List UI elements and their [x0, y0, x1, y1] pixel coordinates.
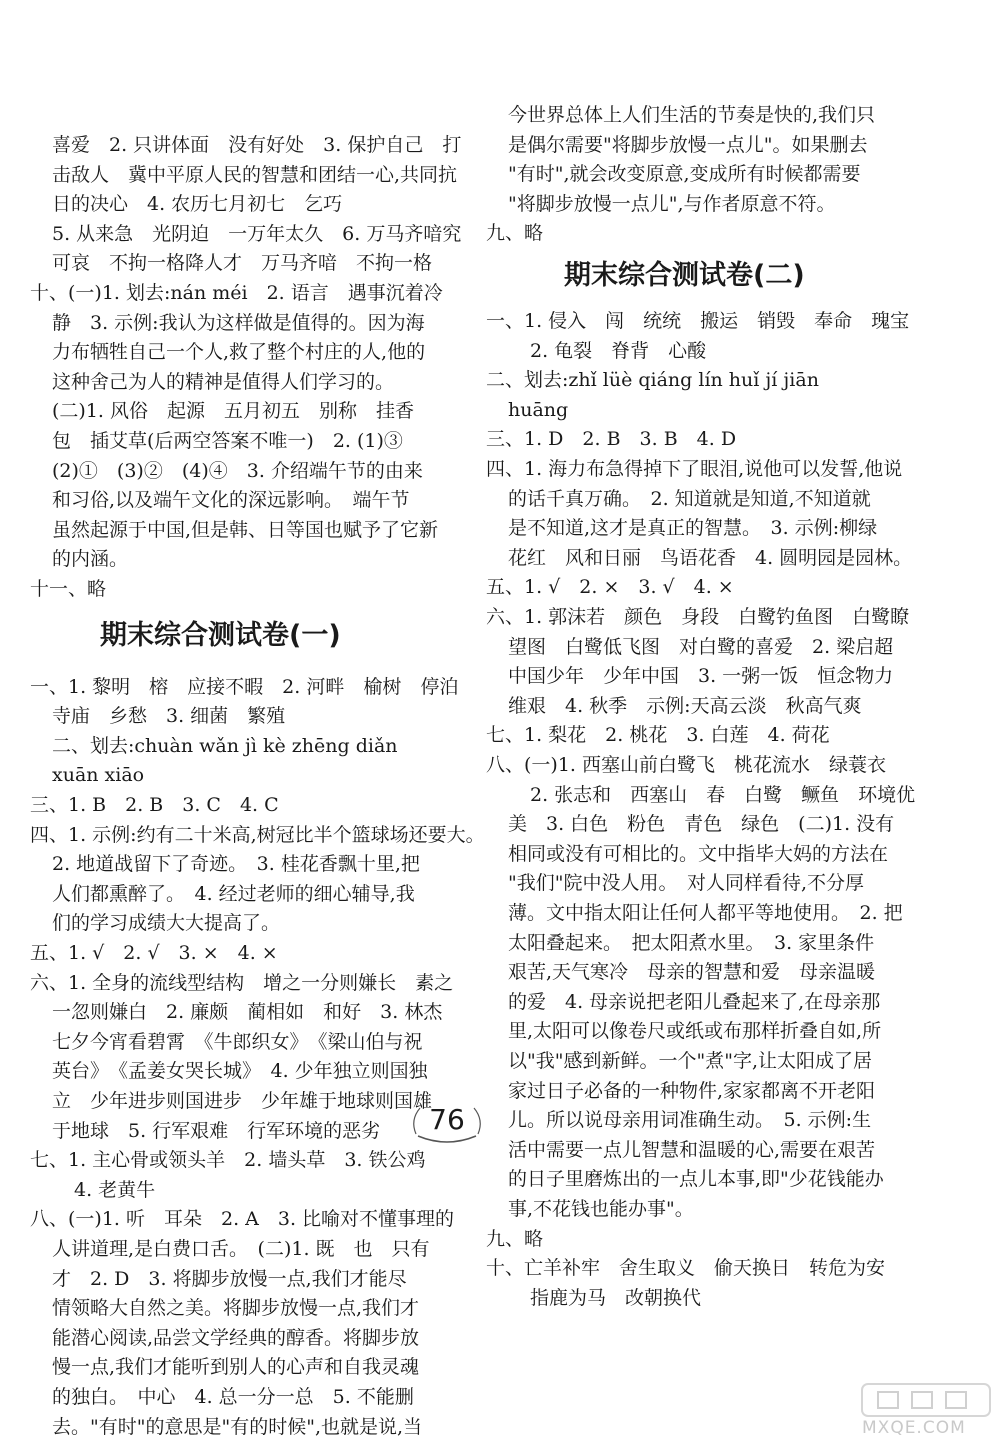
text-line: 二、划去:zhǐ lüè qiáng lín huǐ jí jiān [486, 369, 819, 392]
text-line: 一、1. 侵入 闯 统统 搬运 销毁 奉命 瑰宝 [486, 310, 910, 332]
text-line: 一忽则嫌白 2. 廉颇 蔺相如 和好 3. 林杰 [52, 1001, 443, 1024]
text-line: (二)1. 风俗 起源 五月初五 别称 挂香 [52, 400, 414, 423]
text-line: 里,太阳可以像卷尺或纸或布那样折叠自如,所 [508, 1020, 882, 1043]
text-line: 四、1. 示例:约有二十米高,树冠比半个篮球场还要大。 [30, 823, 485, 846]
text-line: 2. 地道战留下了奇迹。 3. 桂花香飘十里,把 [52, 853, 420, 876]
text-line: "我们"院中没人用。 对人同样看待,不分厚 [508, 872, 865, 895]
text-line: 英台》 《孟姜女哭长城》 4. 少年独立则国独 [52, 1060, 428, 1083]
text-line: 相同或没有可相比的。文中指毕大妈的方法在 [508, 842, 889, 865]
text-line: 五、1. √ 2. × 3. √ 4. × [486, 576, 734, 599]
text-line: "有时",就会改变原意,变成所有时候都需要 [508, 163, 861, 186]
text-line: 三、1. B 2. B 3. C 4. C [30, 794, 279, 816]
text-line: 今世界总体上人们生活的节奏是快的,我们只 [508, 104, 876, 126]
text-line: 五、1. √ 2. √ 3. × 4. × [30, 942, 278, 964]
text-line: 十、(一)1. 划去:nán méi 2. 语言 遇事沉着冷 [30, 282, 443, 304]
text-line: 薄。文中指太阳让任何人都平等地使用。 2. 把 [508, 902, 903, 924]
text-line: 静 3. 示例:我认为这样做是值得的。因为海 [52, 311, 425, 334]
text-line: 2. 龟裂 脊背 心酸 [530, 339, 707, 362]
text-line: huāng [508, 398, 569, 421]
text-line: 十一、略 [30, 578, 107, 600]
text-line: 太阳叠起来。 把太阳煮水里。 3. 家里条件 [508, 931, 875, 954]
text-line: 情领略大自然之美。将脚步放慢一点,我们才 [52, 1297, 420, 1320]
text-line: 四、1. 海力布急得掉下了眼泪,说他可以发誓,他说 [486, 458, 903, 480]
text-line: 是不知道,这才是真正的智慧。 3. 示例:柳绿 [508, 517, 878, 540]
text-line: 2. 张志和 西塞山 春 白鹭 鳜鱼 环境优 [530, 783, 916, 806]
text-line: (2)① (3)② (4)④ 3. 介绍端午节的由来 [52, 459, 423, 482]
text-line: 4. 老黄牛 [74, 1178, 156, 1201]
text-line: 二、划去:chuàn wǎn jì kè zhēng diǎn [52, 734, 398, 757]
text-line: 七、1. 主心骨或领头羊 2. 墙头草 3. 铁公鸡 [30, 1149, 426, 1172]
text-line: 维艰 4. 秋季 示例:天高云淡 秋高气爽 [508, 694, 862, 717]
text-line: 中国少年 少年中国 3. 一粥一饭 恒念物力 [508, 665, 894, 688]
text-line: 以"我"感到新鲜。一个"煮"字,让太阳成了居 [508, 1050, 872, 1072]
text-line: 美 3. 白色 粉色 青色 绿色 (二)1. 没有 [508, 813, 895, 836]
text-line: 十、亡羊补牢 舍生取义 偷天换日 转危为安 [486, 1257, 886, 1280]
text-line: 虽然起源于中国,但是韩、日等国也赋予了它新 [52, 518, 439, 541]
text-line: 是偶尔需要"将脚步放慢一点儿"。如果删去 [508, 133, 868, 156]
text-line: 喜爱 2. 只讲体面 没有好处 3. 保护自己 打 [52, 134, 462, 156]
text-line: 指鹿为马 改朝换代 [530, 1286, 702, 1309]
text-line: 击敌人 冀中平原人民的智慧和团结一心,共同抗 [52, 163, 458, 186]
text-line: 九、略 [486, 1227, 544, 1250]
watermark-text: MXQE.COM [862, 1418, 966, 1438]
text-line: 的日子里磨炼出的一点儿本事,即"少花钱能办 [508, 1168, 884, 1191]
text-line: 5. 从来急 光阴迫 一万年太久 6. 万马齐喑究 [52, 222, 462, 245]
text-line: 八、(一)1. 西塞山前白鹭飞 桃花流水 绿蓑衣 [486, 754, 886, 776]
text-line: 三、1. D 2. B 3. B 4. D [486, 428, 737, 451]
text-line: "将脚步放慢一点儿",与作者原意不符。 [508, 192, 836, 215]
text-line: 八、(一)1. 听 耳朵 2. A 3. 比喻对不懂事理的 [30, 1208, 455, 1231]
text-line: 去。"有时"的意思是"有的时候",也就是说,当 [52, 1415, 423, 1438]
text-line: 的爱 4. 母亲说把老阳儿叠起来了,在母亲那 [508, 990, 881, 1013]
text-line: 九、略 [486, 222, 544, 245]
text-line: 活中需要一点儿智慧和温暖的心,需要在艰苦 [508, 1138, 876, 1161]
text-line: 七夕今宵看碧霄 《牛郎织女》 《梁山伯与祝 [52, 1030, 423, 1053]
text-line: 能潜心阅读,品尝文学经典的醇香。将脚步放 [52, 1326, 420, 1349]
text-line: 包 插艾草(后两空答案不唯一) 2. (1)③ [52, 430, 403, 452]
text-line: 人们都熏醉了。 4. 经过老师的细心辅导,我 [52, 882, 415, 905]
section-heading: 期末综合测试卷(二) [564, 260, 805, 291]
text-line: 和习俗,以及端午文化的深远影响。 端午节 [52, 489, 410, 512]
text-line: 七、1. 梨花 2. 桃花 3. 白莲 4. 荷花 [486, 724, 830, 747]
text-line: 望图 白鹭低飞图 对白鹭的喜爱 2. 梁启超 [508, 635, 894, 658]
text-line: 可哀 不拘一格降人才 万马齐喑 不拘一格 [52, 252, 433, 275]
text-line: 于地球 5. 行军艰难 行军环境的恶劣 [52, 1119, 381, 1142]
text-line: 的话千真万确。 2. 知道就是知道,不知道就 [508, 487, 871, 510]
text-line: 这种舍己为人的精神是值得人们学习的。 [52, 370, 395, 393]
text-line: xuān xiāo [52, 764, 145, 787]
text-line: 艰苦,天气寒冷 母亲的智慧和爱 母亲温暖 [508, 961, 876, 984]
text-line: 花红 风和日丽 鸟语花香 4. 圆明园是园林。 [508, 546, 913, 569]
text-line: 寺庙 乡愁 3. 细菌 繁殖 [52, 705, 286, 728]
section-heading: 期末综合测试卷(一) [100, 619, 341, 651]
text-line: 力布牺牲自己一个人,救了整个村庄的人,他的 [52, 341, 426, 364]
text-line: 们的学习成绩大大提高了。 [52, 912, 281, 935]
text-line: 的内涵。 [52, 548, 129, 571]
text-line: 人讲道理,是白费口舌。 (二)1. 既 也 只有 [52, 1238, 430, 1260]
text-line: 事,不花钱也能办事"。 [508, 1198, 694, 1220]
page-number: 76 [429, 1103, 465, 1136]
text-line: 六、1. 郭沫若 颜色 身段 白鹭钓鱼图 白鹭瞭 [486, 606, 910, 628]
text-line: 日的决心 4. 农历七月初七 乞巧 [52, 193, 343, 216]
text-line: 慢一点,我们才能听到别人的心声和自我灵魂 [52, 1356, 420, 1379]
text-line: 六、1. 全身的流线型结构 增之一分则嫌长 素之 [30, 971, 454, 994]
text-line: 儿。所以说母亲用词准确生动。 5. 示例:生 [508, 1109, 872, 1132]
text-line: 家过日子必备的一种物件,家家都离不开老阳 [508, 1079, 876, 1102]
text-line: 立 少年进步则国进步 少年雄于地球则国雄 [52, 1090, 433, 1112]
text-line: 的独白。 中心 4. 总一分一总 5. 不能删 [52, 1386, 414, 1408]
text-line: 一、1. 黎明 榕 应接不暇 2. 河畔 榆树 停泊 [30, 675, 459, 698]
text-line: 才 2. D 3. 将脚步放慢一点,我们才能尽 [52, 1267, 407, 1290]
